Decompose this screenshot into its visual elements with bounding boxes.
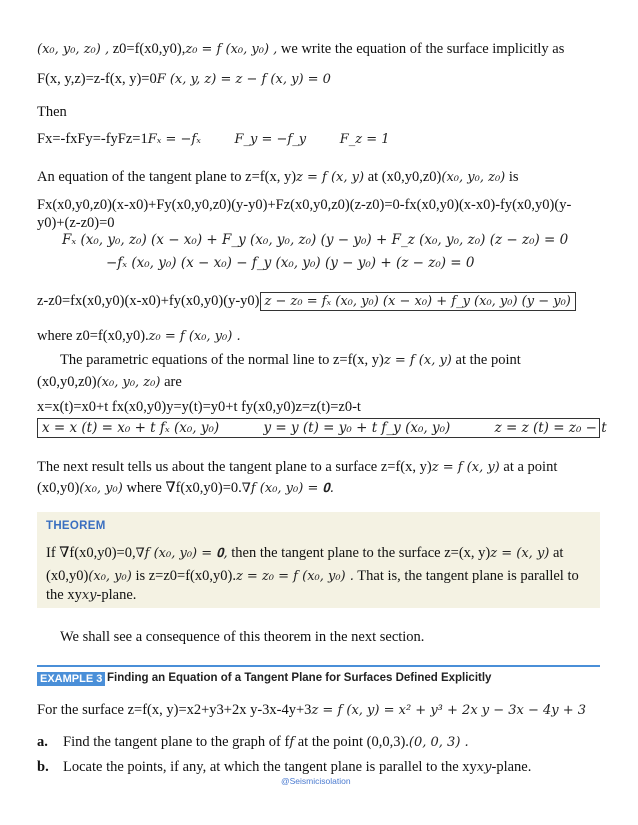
intro-line (37, 40, 608, 59)
theorem-line-2 (46, 567, 608, 586)
example-part-b-math: xy (476, 760, 492, 775)
normal-math-box (37, 418, 607, 438)
normal-intro-text-c: (x0,y0,z0) (37, 374, 97, 390)
next-result-text-d: where ∇f(x0,y0)=0. (126, 480, 242, 496)
normal-text-line: x=x(t)=x0+t fx(x0,y0)y=y(t)=y0+t fy(x0,y0)z=z(t)=z0-t (37, 399, 361, 415)
example-rule (37, 665, 600, 667)
normal-intro-text-b: at the point (455, 352, 521, 368)
theorem-l1-text-a: If ∇f(x0,y0)=0, (46, 545, 136, 561)
normal-intro-math-a: z = f (x, y) (383, 353, 452, 368)
normal-intro-line-2 (37, 373, 608, 392)
next-result-text-c: (x0,y0) (37, 480, 80, 496)
example-surface-line (37, 701, 608, 720)
tangent-explicit-text: z-z0=fx(x0,y0)(x-x0)+fy(x0,y0)(y-y0) (37, 293, 260, 309)
normal-math-z: z = z (t) = z₀ − t (494, 420, 607, 436)
intro-point-math: (x₀, y₀, z₀) , (37, 42, 110, 57)
next-result-line-2 (37, 479, 608, 498)
example-title: Finding an Equation of a Tangent Plane for Surfaces Defined Explicitly (107, 672, 492, 684)
example-part-b-label: b. (37, 759, 49, 775)
tangent-text-line-1: Fx(x0,y0,z0)(x-x0)+Fy(x0,y0,z0)(y-y0)+Fz(x0,y0,z0)(z-z0)=0-fx(x0,y0)(x-x0)-fy(x0,y0)(y- (37, 197, 572, 213)
normal-intro-text-d: are (164, 374, 182, 390)
next-result-math-a: z = f (x, y) (431, 460, 500, 475)
partials-fx-math: Fₓ = −fₓ (147, 132, 201, 147)
then-line: Then (37, 104, 67, 120)
tangent-explicit-math: z − z₀ = fₓ (x₀, y₀) (x − x₀) + f_y (x₀, y₀) (y − y₀) (260, 292, 576, 311)
normal-math-x: x = x (t) = x₀ + t fₓ (x₀, y₀) (42, 420, 220, 436)
theorem-l3-text-a: the xy (46, 587, 82, 603)
example-part-b-text2: -plane. (491, 759, 532, 775)
example-part-a-label: a. (37, 734, 48, 750)
tangent-intro-text-a: An equation of the tangent plane to z=f(x, y) (37, 169, 297, 185)
tangent-intro-text-c: is (508, 169, 519, 185)
tangent-intro-math-a: z = f (x, y) (296, 170, 365, 185)
theorem-l3-text-b: -plane. (96, 587, 137, 603)
z0-def-line (37, 327, 608, 346)
tangent-intro-line (37, 168, 608, 187)
theorem-l2-text-b: is z=z0=f(x0,y0). (135, 568, 236, 584)
example-surface-text: For the surface z=f(x, y)=x2+y3+2x y-3x-4y+3 (37, 702, 312, 718)
theorem-l1-math-b: z = (x, y) (490, 546, 550, 561)
normal-intro-line-1 (60, 351, 608, 370)
z0-def-text: where z0=f(x0,y0). (37, 328, 149, 344)
theorem-l1-text-b: then the tangent plane to the surface z=(x, y) (231, 545, 491, 561)
watermark: @Seismicisolation (281, 776, 351, 786)
example-part-a-text: Find the tangent plane to the graph of f (63, 734, 290, 750)
theorem-line-3 (46, 586, 608, 605)
normal-intro-text-a: The parametric equations of the normal line to z=f(x, y) (60, 352, 384, 368)
consequence-line: We shall see a consequence of this theorem in the next section. (60, 629, 425, 645)
tangent-intro-text-b: at (x0,y0,z0) (367, 169, 442, 185)
intro-text-a: z0=f(x0,y0), (112, 41, 186, 57)
next-result-text-a: The next result tells us about the tangent plane to a surface z=f(x, y) (37, 459, 432, 475)
theorem-title: THEOREM (46, 520, 106, 532)
partials-fy-math: F_y = −f_y (234, 132, 307, 147)
partials-line (37, 130, 608, 149)
example-part-a (37, 733, 608, 752)
next-result-text-b: at a point (503, 459, 558, 475)
implicit-math: F (x, y, z) = z − f (x, y) = 0 (156, 72, 331, 87)
theorem-line-1 (46, 544, 608, 563)
partials-fz-math: F_z = 1 (339, 132, 390, 147)
normal-math-y: y = y (t) = y₀ + t f_y (x₀, y₀) (263, 420, 451, 436)
theorem-l1-math-a: ∇f (x₀, y₀) = 𝟎, (135, 546, 228, 561)
example-part-b-text: Locate the points, if any, at which the tangent plane is parallel to the xy (63, 759, 477, 775)
example-part-a-text2: at the point (0,0,3). (297, 734, 409, 750)
theorem-l1-text-c: at (552, 545, 564, 561)
theorem-l3-math: xy (81, 588, 97, 603)
z0-def-math: z₀ = f (x₀, y₀) . (148, 329, 241, 344)
next-result-math-d: ∇f (x₀, y₀) = 𝟎. (241, 481, 334, 496)
example-badge: EXAMPLE 3 (37, 672, 105, 686)
theorem-l2-math-b: z = z₀ = f (x₀, y₀) . (235, 569, 354, 584)
example-part-a-math-pt: (0, 0, 3) . (408, 735, 469, 750)
tangent-intro-math-b: (x₀, y₀, z₀) (441, 170, 506, 185)
example-part-a-math-f: f (289, 735, 295, 750)
example-surface-math: z = f (x, y) = x² + y³ + 2x y − 3x − 4y + 3 (311, 703, 587, 718)
tangent-explicit-line (37, 292, 608, 311)
example-part-b (37, 758, 608, 777)
normal-intro-math-c: (x₀, y₀, z₀) (96, 375, 161, 390)
implicit-line (37, 70, 608, 89)
tangent-text-line-2: y0)+(z-z0)=0 (37, 215, 115, 231)
tangent-math-line-1: Fₓ (x₀, y₀, z₀) (x − x₀) + F_y (x₀, y₀, z₀) (y − y₀) + F_z (x₀, y₀, z₀) (z − z₀) = 0 (62, 232, 569, 248)
intro-z0-math: z₀ = f (x₀, y₀) , (185, 42, 278, 57)
next-result-math-c: (x₀, y₀) (79, 481, 123, 496)
next-result-line-1 (37, 458, 608, 477)
intro-text-b: we write the equation of the surface implicitly as (280, 41, 565, 57)
tangent-math-line-2: −fₓ (x₀, y₀) (x − x₀) − f_y (x₀, y₀) (y − y₀) + (z − z₀) = 0 (106, 255, 475, 271)
theorem-l2-text-c: That is, the tangent plane is parallel to (357, 568, 579, 584)
implicit-text: F(x, y,z)=z-f(x, y)=0 (37, 71, 157, 87)
theorem-l2-math-a: (x₀, y₀) (88, 569, 132, 584)
partials-text: Fx=-fxFy=-fyFz=1 (37, 131, 148, 147)
theorem-l2-text-a: (x0,y0) (46, 568, 89, 584)
